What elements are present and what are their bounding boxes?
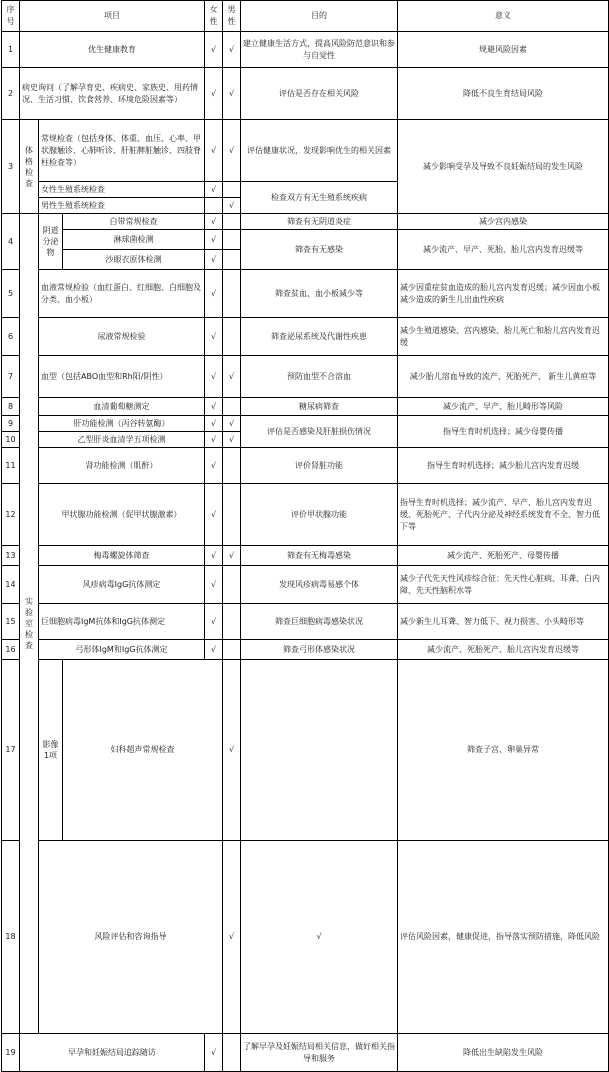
purpose-cell: 预防血型不合溶血 [241,356,398,398]
purpose-cell: 评估健康状况，发现影响优生的相关因素 [241,120,398,182]
table-row [2,604,609,640]
meaning-cell: 减少新生儿耳聋、智力低下、视力损害、小头畸形等 [398,604,609,640]
male-check: √ [223,120,241,182]
meaning-cell: 减少生殖道感染、宫内感染、胎儿死亡和胎儿宫内发育迟缓 [398,318,609,356]
male-check [223,398,241,416]
male-check [223,566,241,604]
preconception-checkup-table [1,0,609,1072]
table-row [2,416,609,432]
female-check: √ [205,270,223,318]
purpose-cell: 筛查有无感染 [241,230,398,270]
row-number: 12 [2,484,20,546]
table-row [2,1034,609,1072]
table-row [2,120,609,182]
male-check: √ [223,32,241,68]
item-cell: 巨细胞病毒IgM抗体和IgG抗体测定 [39,604,205,640]
table-row [2,68,609,120]
purpose-cell: 筛查弓形体感染状况 [241,640,398,660]
male-check [223,484,241,546]
meaning-cell: 降低出生缺陷发生风险 [398,1034,609,1072]
male-check [223,448,241,484]
female-check [205,198,223,214]
row-number: 4 [2,214,20,270]
purpose-cell: 筛查贫血、血小板减少等 [241,270,398,318]
female-check: √ [205,416,223,432]
group-label-lab: 实验室检查 [20,214,39,1034]
meaning-cell: 指导生育时机选择；减少母婴传播 [398,416,609,448]
purpose-cell: 发现风疹病毒易感个体 [241,566,398,604]
table-row [2,566,609,604]
male-check [223,640,241,660]
male-check [223,250,241,270]
purpose-cell: 评估是否感染及肝脏损伤情况 [241,416,398,448]
table-row [2,214,609,230]
male-check: √ [223,68,241,120]
item-cell: 常规检查（包括身体、体重、血压、心率、甲状腺触诊、心肺听诊、肝脏脾脏触诊、四肢脊柱检查等） [39,120,205,182]
item-cell: 乙型肝炎血清学五项检测 [39,432,205,448]
male-check: √ [223,432,241,448]
meaning-cell: 降低不良生育结局风险 [398,68,609,120]
purpose-cell: 检查双方有无生殖系统疾病 [241,182,398,214]
table-row [2,640,609,660]
item-cell: 白带常规检查 [63,214,205,230]
female-check: √ [205,120,223,182]
male-check: √ [223,546,241,566]
item-cell: 尿液常规检验 [39,318,205,356]
table-row [2,660,609,841]
female-check: √ [205,356,223,398]
female-check: √ [205,214,223,230]
table-row [2,230,609,250]
male-check: √ [223,416,241,432]
female-check: √ [223,660,241,841]
group-label-vaginal: 阴道分泌物 [39,214,63,270]
purpose-cell: 糖尿病筛查 [241,398,398,416]
male-check [223,230,241,250]
item-cell: 肾功能检测（肌酐） [39,448,205,484]
meaning-cell: 减少流产、死胎死产、胎儿宫内发育迟缓等 [398,640,609,660]
item-cell: 弓形体IgM和IgG抗体测定 [39,640,205,660]
item-cell: 风险评估和咨询指导 [39,841,223,1034]
table-row [2,270,609,318]
header-no: 序号 [2,1,20,32]
purpose-cell: 评价甲状腺功能 [241,484,398,546]
header-purpose: 目的 [241,1,398,32]
female-check: √ [205,182,223,198]
female-check: √ [205,640,223,660]
female-check: √ [205,566,223,604]
female-check: √ [205,484,223,546]
item-cell: 梅毒螺旋体筛查 [39,546,205,566]
female-check: √ [205,250,223,270]
purpose-cell: 评估是否存在相关风险 [241,68,398,120]
female-check: √ [205,1034,223,1072]
meaning-cell: 减少流产、早产、胎儿畸形等风险 [398,398,609,416]
table-row [2,356,609,398]
row-number: 8 [2,398,20,416]
row-number: 18 [2,841,20,1034]
item-cell: 女性生殖系统检查 [39,182,205,198]
female-check: √ [205,68,223,120]
row-number: 14 [2,566,20,604]
table-row [2,32,609,68]
male-check: √ [223,356,241,398]
meaning-cell: 减少影响受孕及导致不良妊娠结局的发生风险 [398,120,609,214]
male-check [223,214,241,230]
row-number: 10 [2,432,20,448]
item-cell: 淋球菌检测 [63,230,205,250]
table-row [2,398,609,416]
row-number: 7 [2,356,20,398]
female-check: √ [205,546,223,566]
item-cell: 风疹病毒IgG抗体测定 [39,566,205,604]
male-check [241,660,398,841]
purpose-cell: 了解早孕及妊娠结局相关信息，做好相关指导和服务 [241,1034,398,1072]
purpose-cell: 筛查泌尿系统及代谢性疾患 [241,318,398,356]
item-cell: 血清葡萄糖测定 [39,398,205,416]
row-number: 1 [2,32,20,68]
item-cell: 甲状腺功能检测（促甲状腺激素） [39,484,205,546]
header-item: 项目 [20,1,205,32]
meaning-cell: 减少胎儿溶血导致的流产、死胎死产、 新生儿黄疸等 [398,356,609,398]
male-check [223,270,241,318]
female-check: √ [205,448,223,484]
purpose-cell: 筛查巨细胞病毒感染状况 [241,604,398,640]
female-check: √ [205,604,223,640]
male-check [223,318,241,356]
row-number: 3 [2,120,20,214]
female-check: √ [223,841,241,1034]
meaning-cell: 减少子代先天性风疹综合征：先天性心脏病、耳聋、白内障、先天性脑积水等 [398,566,609,604]
female-check: √ [205,398,223,416]
table-row [2,318,609,356]
purpose-cell: 筛查有无阴道炎症 [241,214,398,230]
female-check: √ [205,32,223,68]
item-cell: 肝功能检测（丙谷转氨酶） [39,416,205,432]
male-check [223,1034,241,1072]
meaning-cell: 规避风险因素 [398,32,609,68]
table-row [2,448,609,484]
male-check [223,604,241,640]
item-cell: 沙眼衣原体检测 [63,250,205,270]
table-row [2,484,609,546]
row-number: 13 [2,546,20,566]
row-number: 9 [2,416,20,432]
meaning-cell: 指导生育时机选择；减少胎儿宫内发育迟缓 [398,448,609,484]
table-row [2,841,609,1034]
item-cell: 血型（包括ABO血型和Rh阳/阴性） [39,356,205,398]
purpose-cell: 筛查有无梅毒感染 [241,546,398,566]
male-check: √ [241,841,398,1034]
item-cell: 早孕和妊娠结局追踪随访 [20,1034,205,1072]
header-row [2,1,609,32]
header-meaning: 意义 [398,1,609,32]
header-female: 女性 [205,1,223,32]
row-number: 17 [2,660,20,841]
purpose-cell: 评估风险因素，健康促进，指导落实预防措施，降低风险 [398,841,609,1034]
purpose-cell: 建立健康生活方式，提高风险防范意识和参与自觉性 [241,32,398,68]
item-cell: 优生健康教育 [20,32,205,68]
meaning-cell: 减少流产、早产、死胎、胎儿宫内发育迟缓等 [398,230,609,270]
male-check: √ [223,198,241,214]
male-check [223,182,241,198]
row-number: 6 [2,318,20,356]
item-cell: 妇科超声常规检查 [63,660,223,841]
row-number: 2 [2,68,20,120]
row-number: 5 [2,270,20,318]
meaning-cell: 减少因重症贫血造成的胎儿宫内发育迟缓；减少因血小板减少造成的新生儿出血性疾病 [398,270,609,318]
row-number: 19 [2,1034,20,1072]
female-check: √ [205,432,223,448]
female-check: √ [205,230,223,250]
group-label-physical: 体格检查 [20,120,39,214]
meaning-cell: 减少流产、死胎死产、母婴传播 [398,546,609,566]
purpose-cell: 评价肾脏功能 [241,448,398,484]
meaning-cell: 指导生育时机选择；减少流产、早产、胎儿宫内发育迟缓、死胎死产、子代内分泌及神经系统发育不全、智力低下等 [398,484,609,546]
row-number: 15 [2,604,20,640]
group-label-imaging: 影像1项 [39,660,63,841]
table-row [2,546,609,566]
header-male: 男性 [223,1,241,32]
meaning-cell: 减少宫内感染 [398,214,609,230]
item-cell: 血液常规检验（血红蛋白、红细胞、白细胞及分类、血小板） [39,270,205,318]
female-check: √ [205,318,223,356]
item-cell: 男性生殖系统检查 [39,198,205,214]
item-cell: 病史询问（了解孕育史、疾病史、家族史、用药情况、生活习惯、饮食营养、环境危险因素等） [20,68,205,120]
row-number: 11 [2,448,20,484]
row-number: 16 [2,640,20,660]
purpose-cell: 筛查子宫、卵巢异常 [398,660,609,841]
